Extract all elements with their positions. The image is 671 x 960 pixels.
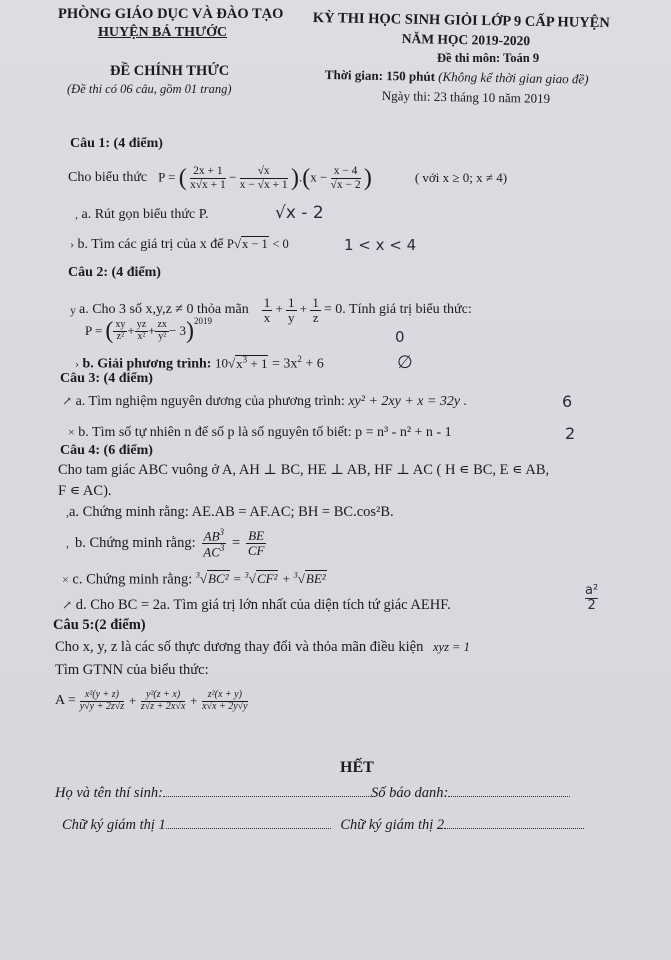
q3a-text: a. Tìm nghiệm nguyên dương của phương trình:	[75, 394, 345, 409]
q2-title: Câu 2: (4 điểm)	[68, 265, 161, 280]
q3a: ↗ a. Tìm nghiệm nguyên dương của phương trình: xy² + 2xy + x = 32y .	[62, 394, 468, 409]
q2b: › b. Giải phương trình: $10√x^3 + 1 = 3x^2 + 6$	[75, 354, 324, 372]
sig2-label: Chữ ký giám thị 2	[340, 817, 445, 833]
q2b-tail: + 6	[305, 356, 324, 372]
dept-line2: HUYỆN BÁ THƯỚC	[98, 25, 228, 40]
q5-cond: xyz = 1	[432, 640, 470, 654]
hw-q2a: 0	[395, 328, 405, 346]
q1b-text: b. Tìm các giá trị của x để	[77, 237, 224, 252]
q4a: ,a. Chứng minh rằng: AE.AB = AF.AC; BH = BC.cos²B.	[66, 504, 394, 520]
q1-expression-line	[68, 159, 507, 197]
hw-q4d	[585, 584, 598, 612]
hw-q3a: 6	[562, 392, 573, 411]
exam-date: Ngày thi: 23 tháng 10 năm 2019	[381, 88, 551, 106]
exam-title: KỲ THI HỌC SINH GIỎI LỚP 9 CẤP HUYỆN	[312, 10, 610, 32]
pages-note: (Đề thi có 06 câu, gồm 01 trang)	[67, 82, 232, 96]
student-name-line	[55, 785, 570, 802]
q4-title: Câu 4: (6 điểm)	[60, 443, 153, 458]
hw-q1b: 1 < x < 4	[344, 236, 417, 254]
q1-intro: Cho biểu thức	[68, 170, 148, 185]
q3b: × b. Tìm số tự nhiên n để số p là số nguyên tố biết: p = n³ - n² + n - 1	[68, 425, 452, 440]
q2a-expr: P = ( $\frac{xy}{\text{z²}}$ + $\frac{yz}{\text{x²}}$ + $\frac{zx}{\text{y²}}$ − 3 ) $^{2019}$	[85, 316, 213, 344]
hw-q2b: ∅	[397, 352, 413, 373]
hw-q1a: √x - 2	[275, 203, 324, 223]
subject-line: Đề thi môn: Toán 9	[437, 51, 540, 65]
candidate-no-label: Số báo danh:	[370, 785, 449, 801]
time-label: Thời gian: 150 phút	[324, 67, 436, 84]
q2b-text: b. Giải phương trình:	[82, 356, 212, 372]
q1a-text: a. Rút gọn biểu thức P.	[81, 207, 209, 222]
q1-title: Câu 1: (4 điểm)	[70, 136, 163, 151]
q1-condition: ( với x ≥ 0; x ≠ 4)	[414, 170, 508, 185]
q2a: y a. Cho 3 số x,y,z ≠ 0 thỏa mãn $\frac{1}{x}$ + $\frac{1}{y}$ + $\frac{1}{z}$ = 0. Tính giá trị biểu thức:	[70, 294, 472, 325]
school-year: NĂM HỌC 2019-2020	[401, 31, 531, 49]
q5-intro-line	[55, 639, 470, 656]
student-name-label: Họ và tên thí sinh:	[55, 785, 163, 801]
q5-title: Câu 5:(2 điểm)	[53, 617, 146, 633]
q2a-power: 2019	[194, 316, 213, 326]
q2b-rhs: = 3x	[271, 356, 298, 372]
q3b-text: b. Tìm số tự nhiên n để số p là số nguyên tố biết: p = n³ - n² + n - 1	[78, 425, 452, 440]
q2a-text: a. Cho 3 số x,y,z ≠ 0 thỏa mãn	[79, 302, 249, 317]
q4b: , b. Chứng minh rằng: $\frac{AB^3}{AC^3}$ = $\frac{BE}{CF}$	[66, 526, 265, 559]
dept-line1: PHÒNG GIÁO DỤC VÀ ĐÀO TẠO	[58, 6, 284, 22]
q3a-eq: xy² + 2xy + x = 32y .	[348, 394, 468, 409]
q2a-tail: = 0. Tính giá trị biểu thức:	[323, 302, 472, 317]
q4c-text: c. Chứng minh rằng:	[72, 571, 193, 588]
sig1-label: Chữ ký giám thị 1	[62, 817, 166, 833]
q4d-text: d. Cho BC = 2a. Tìm giá trị lớn nhất của diện tích tứ giác AEHF.	[75, 597, 451, 613]
q5-intro: Cho x, y, z là các số thực dương thay đổi và thỏa mãn điều kiện	[55, 639, 424, 655]
time-note: (Không kể thời gian giao đề)	[438, 68, 589, 87]
q1a: , a. Rút gọn biểu thức P.	[75, 207, 209, 222]
q1-expr: P = ( $\frac{2x + 1}{x√x + 1}$ − $\frac{√x}{x - √x + 1}$ ).(x − $\frac{x - 4}{√x - 2}$ )	[158, 164, 372, 191]
q5-ask: Tìm GTNN của biểu thức:	[55, 662, 209, 678]
hw-q3b: 2	[565, 424, 576, 443]
q4-intro2: F ∊ AC).	[58, 483, 112, 499]
q5-expr: A = $\frac{\text{x²(y + z)}}{y√y + 2z√z}$ + $\frac{\text{y²(z + x)}}{z√z + 2x√x}$ + $\frac{\text{z²(x + y)}}{x√x + 2y√y}$	[55, 689, 248, 712]
q4-intro1: Cho tam giác ABC vuông ở A, AH ⊥ BC, HE ⊥ AB, HF ⊥ AC ( H ∊ BC, E ∊ AB,	[58, 462, 550, 478]
q1b-lt: < 0	[272, 237, 289, 251]
end-label: HẾT	[340, 759, 374, 776]
signature-line	[62, 817, 584, 834]
q1b: › b. Tìm các giá trị của x để P√x − 1 < 0	[70, 236, 289, 252]
q4d: ↗ d. Cho BC = 2a. Tìm giá trị lớn nhất của diện tích tứ giác AEHF.	[62, 597, 451, 613]
q3-title: Câu 3: (4 điểm)	[60, 371, 153, 386]
q4b-text: b. Chứng minh rằng:	[75, 534, 196, 551]
hw-q4d-den: 2	[587, 597, 596, 613]
q4a-text: a. Chứng minh rằng: AE.AB = AF.AC; BH = BC.cos²B.	[69, 504, 394, 520]
hw-q4d-num: a²	[585, 583, 599, 598]
official-label: ĐỀ CHÍNH THỨC	[110, 63, 230, 79]
time-line	[325, 67, 589, 88]
q4c: × c. Chứng minh rằng: $^3$√BC² = $^3$√CF² + $^3$√BE²	[62, 571, 326, 588]
